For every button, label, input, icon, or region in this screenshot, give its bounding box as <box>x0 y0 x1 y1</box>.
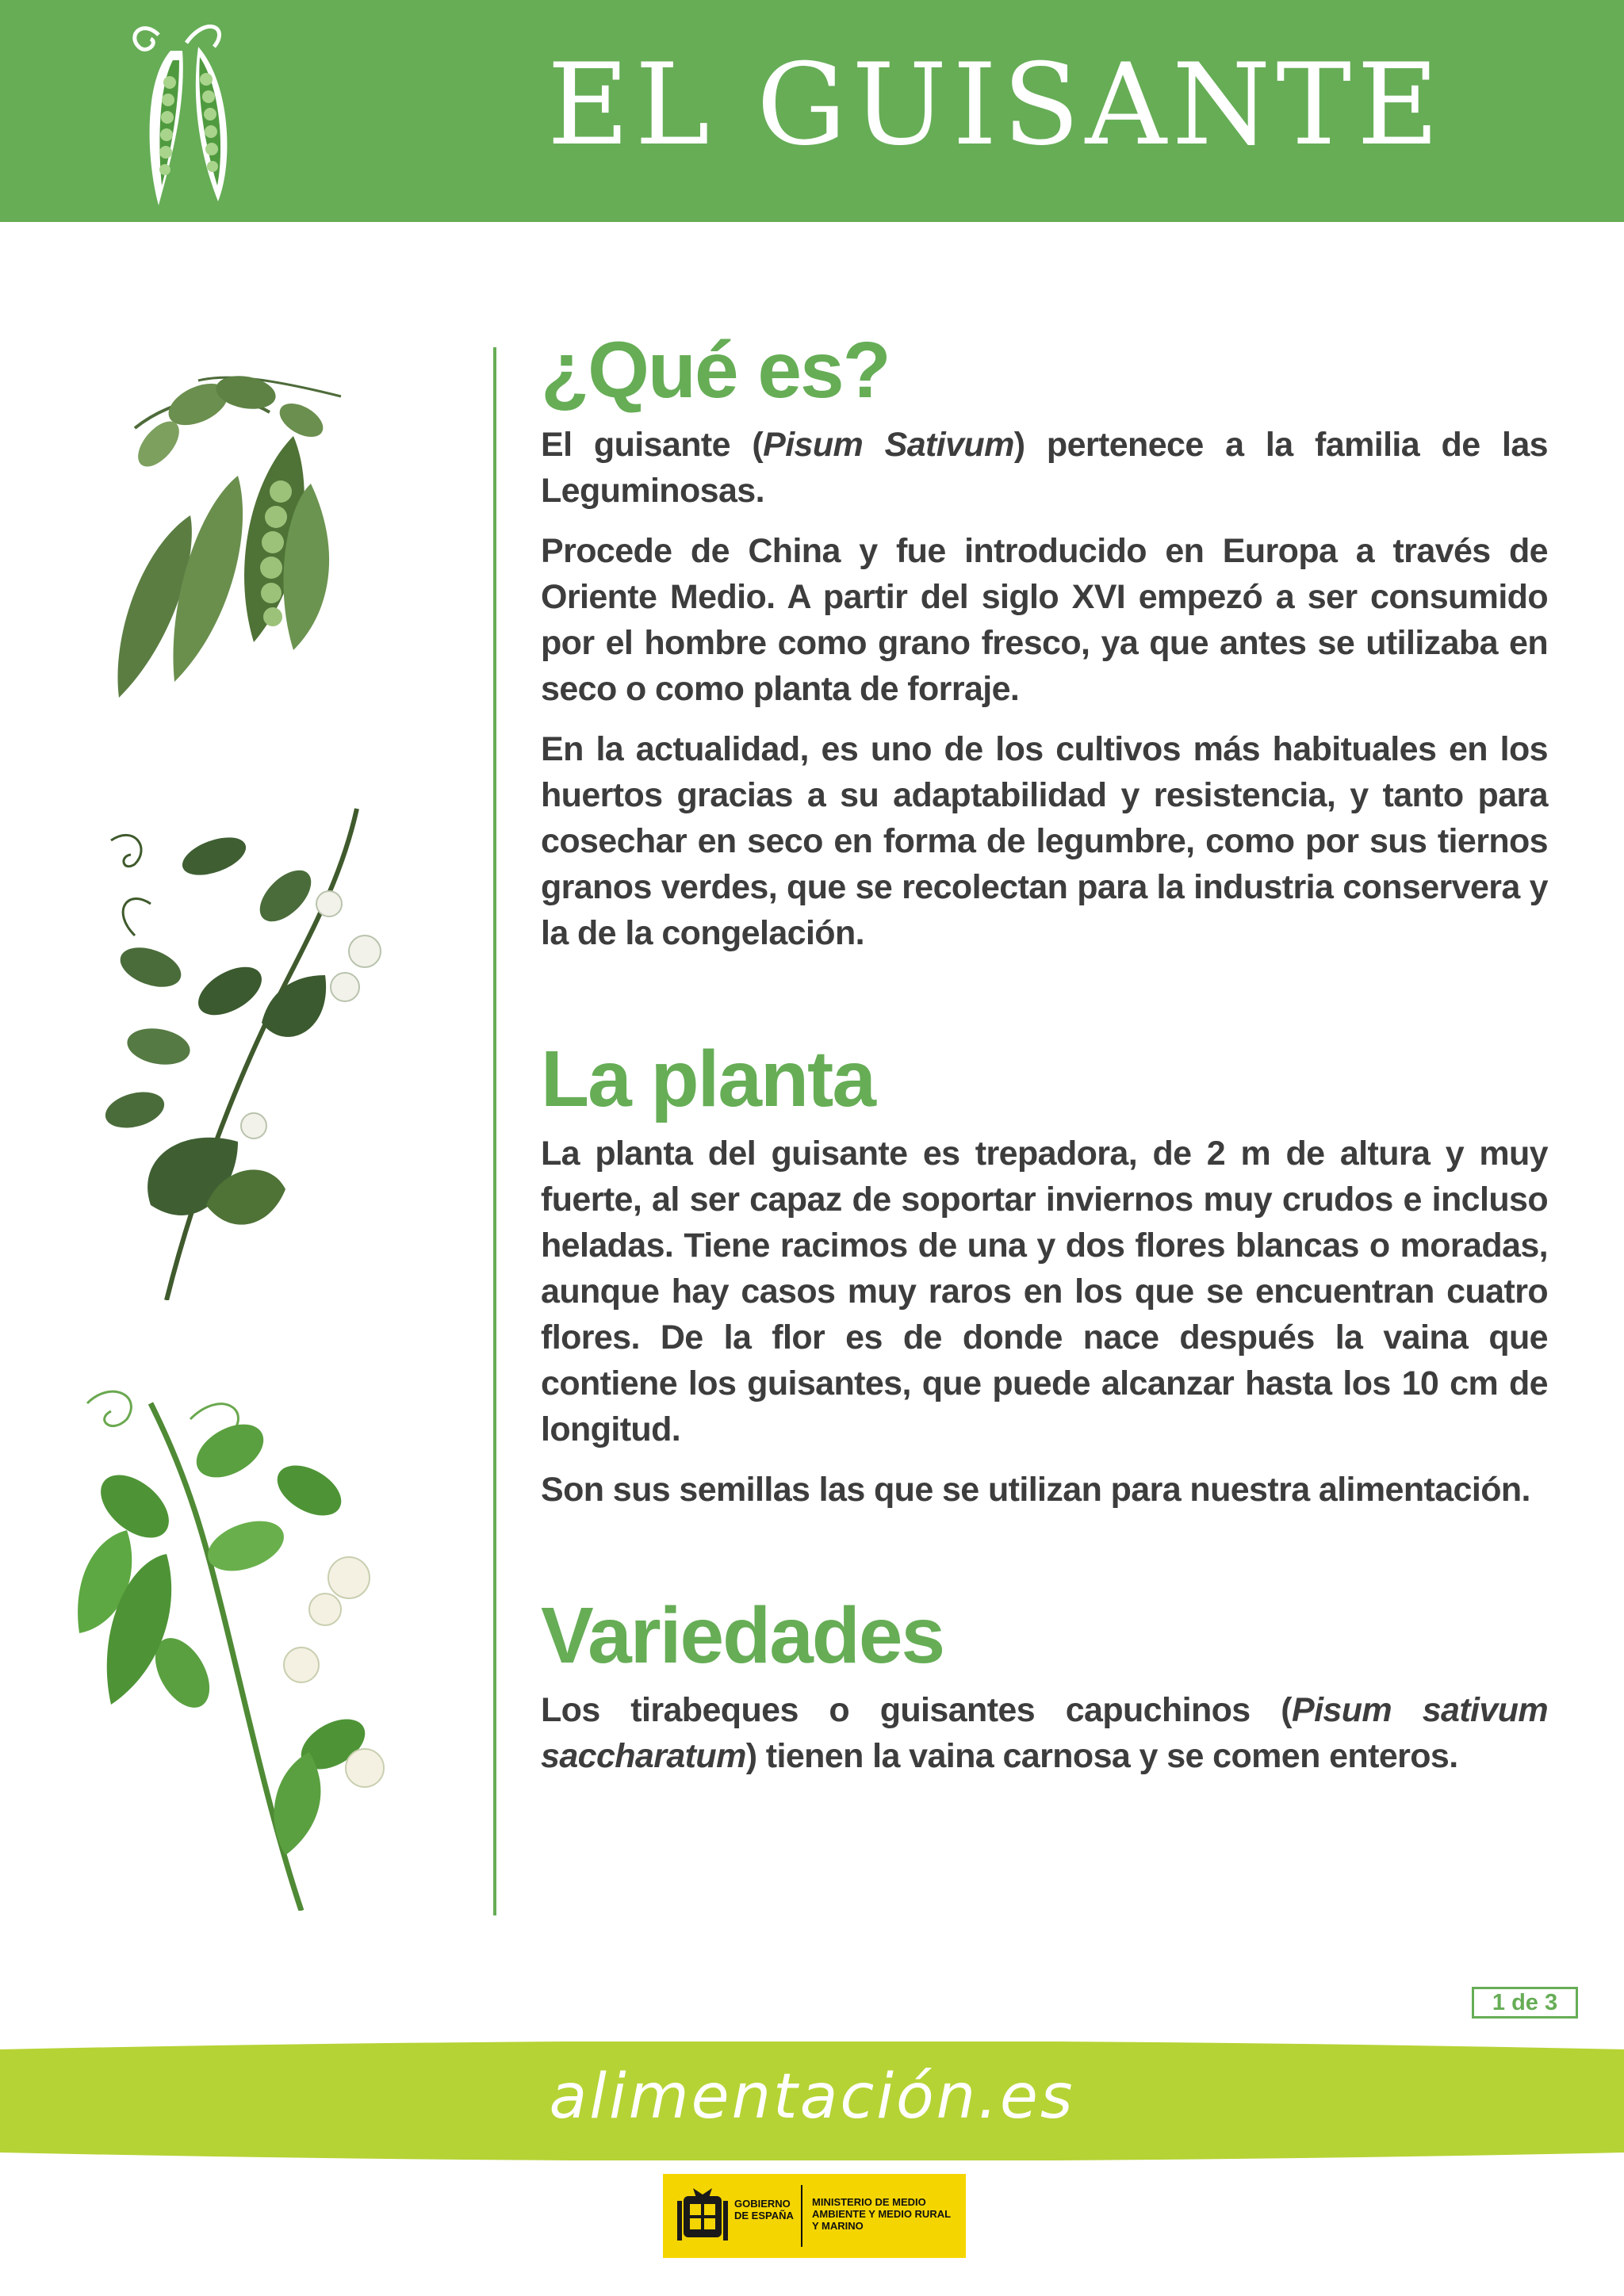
section-title: La planta <box>541 1035 875 1123</box>
pea-pods-illustration <box>103 349 357 714</box>
paragraph: La planta del guisante es trepadora, de 2 m de altura y muy fuerte, al ser capaz de soportar inviernos muy crudos e incluso heladas. Tiene racimos de una y dos flores blancas o moradas, aunque hay casos muy raros en los que se encuentran cuatro flores. De la flor es de donde nace después la vaina que contiene los guisantes, que puede alcanzar hasta los 10 cm de longitud. <box>541 1135 1548 1448</box>
page-indicator: 1 de 3 <box>1472 1987 1578 2019</box>
vertical-divider <box>493 347 496 1915</box>
government-label: GOBIERNO DE ESPAÑA <box>734 2198 794 2221</box>
coat-of-arms-icon <box>677 2185 728 2247</box>
site-link[interactable]: alimentación.es <box>549 2061 1075 2133</box>
main-content <box>541 327 1548 1858</box>
flowering-pea-illustration <box>63 1372 412 1911</box>
paragraph: Procede de China y fue introducido en Europa a través de Oriente Medio. A partir del siglo XVI empezó a ser consumido por el hombre como grano fresco, ya que antes se utilizaba en seco o como planta de forraje. <box>541 532 1548 708</box>
paragraph <box>541 422 1548 514</box>
paragraph-text: ) tienen la vaina carnosa y se comen enteros. <box>745 1737 1458 1775</box>
ministry-label: MINISTERIO DE MEDIO AMBIENTE Y MEDIO RURAL Y MARINO <box>812 2196 951 2232</box>
paragraph-text: El guisante ( <box>541 426 764 464</box>
scientific-name: Pisum Sativum <box>763 426 1014 464</box>
section-que-es <box>541 327 1548 956</box>
section-la-planta <box>541 1035 1548 1513</box>
scientific-name: Pisum sativum saccharatum <box>541 1691 1549 1775</box>
logo-separator <box>801 2185 802 2247</box>
page-title: EL GUISANTE <box>547 40 1445 170</box>
paragraph <box>541 1687 1548 1779</box>
paragraph-text: Los tirabeques o guisantes capuchinos ( <box>541 1691 1292 1729</box>
paragraph-text: ) pertenece a la familia de las Leguminosas. <box>541 426 1548 510</box>
header-bar <box>0 0 1624 222</box>
government-logo <box>663 2174 966 2258</box>
paragraph: En la actualidad, es uno de los cultivos más habituales en los huertos gracias a su adaptabilidad y resistencia, y tanto para cosechar en seco en forma de legumbre, como por sus tiernos granos verdes, que se recolectan para la industria conservera y la de la congelación. <box>541 730 1548 952</box>
pea-plant-illustration <box>87 793 428 1300</box>
paragraph: Son sus semillas las que se utilizan para nuestra alimentación. <box>541 1471 1530 1509</box>
section-title: ¿Qué es? <box>541 326 890 415</box>
section-variedades <box>541 1592 1548 1779</box>
section-title: Variedades <box>541 1591 944 1680</box>
pea-pod-logo-icon <box>111 11 262 209</box>
